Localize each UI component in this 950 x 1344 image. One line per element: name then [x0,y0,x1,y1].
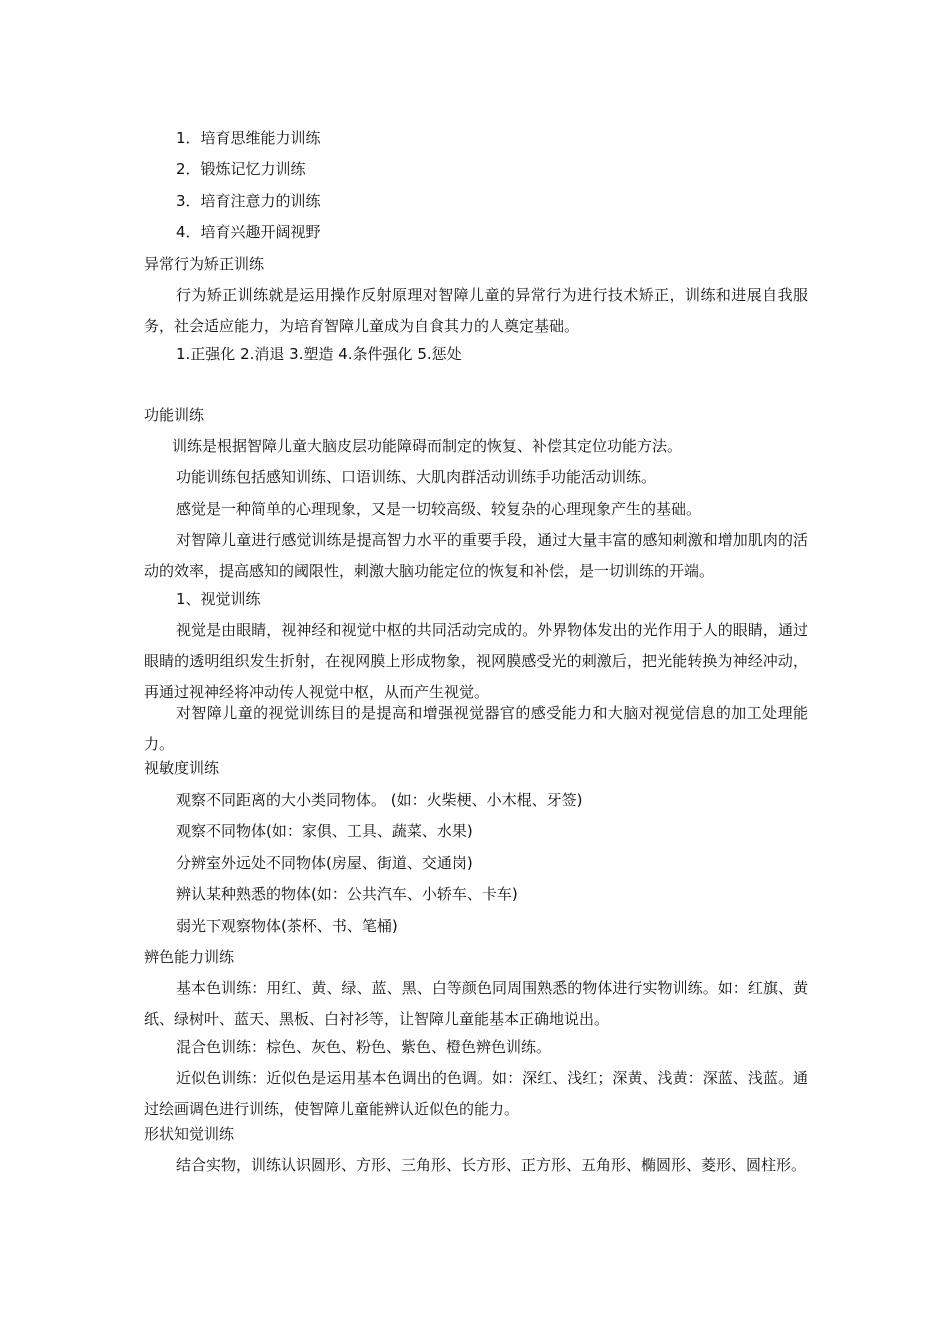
section-heading: 功能训练 [144,406,205,424]
methods-line: 1.正强化 2.消退 3.塑造 4.条件强化 5.惩处 [176,345,462,363]
paragraph [144,525,808,587]
paragraph-text: 视觉是由眼睛，视神经和视觉中枢的共同活动完成的。外界物体发出的光作用于人的眼睛，通过眼睛的透明组织发生折射，在视网膜上形成物象，视网膜感受光的刺激后，把光能转换为神经冲动，再通过视神经将冲动传人视觉中枢，从而产生视觉。 [144,621,808,701]
section-heading: 视敏度训练 [144,759,220,777]
paragraph-text: 对智障儿童进行感觉训练是提高智力水平的重要手段，通过大量丰富的感知刺激和增加肌肉的活动的效率，提高感知的阈限性，刺激大脑功能定位的恢复和补偿，是一切训练的开端。 [144,531,808,580]
paragraph: 功能训练包括感知训练、口语训练、大肌肉群活动训练手功能活动训练。 [176,468,657,486]
list-item: 分辨室外远处不同物体(房屋、街道、交通岗) [176,854,473,872]
paragraph-text: 结合实物，训练认识圆形、方形、三角形、长方形、正方形、五角形、椭圆形、菱形、圆柱形。 [176,1156,807,1174]
paragraph: 感觉是一种简单的心理现象，又是一切较高级、较复杂的心理现象产生的基础。 [176,500,702,518]
subsection-heading: 1、视觉训练 [176,590,261,608]
paragraph [144,698,808,760]
list-item: 4．培育兴趣开阔视野 [176,223,321,241]
list-item: 3．培育注意力的训练 [176,192,321,210]
list-item: 弱光下观察物体(茶杯、书、笔桶) [176,917,398,935]
paragraph: 训练是根据智障儿童大脑皮层功能障碍而制定的恢复、补偿其定位功能方法。 [172,437,683,455]
list-item: 1．培育思维能力训练 [176,129,321,147]
paragraph [144,615,808,708]
paragraph-text: 对智障儿童的视觉训练目的是提高和增强视觉器官的感受能力和大脑对视觉信息的加工处理能力。 [144,704,808,753]
list-item: 观察不同物体(如：家俱、工具、蔬菜、水果) [176,822,473,840]
section-heading: 异常行为矫正训练 [144,255,265,273]
list-item: 观察不同距离的大小类同物体。 (如：火柴梗、小木棍、牙签) [176,791,583,809]
section-heading: 辨色能力训练 [144,948,235,966]
paragraph [144,280,808,342]
paragraph: 混合色训练：棕色、灰色、粉色、紫色、橙色辨色训练。 [176,1038,552,1056]
paragraph [144,1063,808,1125]
paragraph-text: 基本色训练：用红、黄、绿、蓝、黑、白等颜色同周围熟悉的物体进行实物训练。如：红旗、黄纸、绿树叶、蓝天、黑板、白衬衫等，让智障儿童能基本正确地说出。 [144,979,808,1028]
paragraph-text: 行为矫正训练就是运用操作反射原理对智障儿童的异常行为进行技术矫正，训练和进展自我服务，社会适应能力，为培育智障儿童成为自食其力的人奠定基础。 [144,286,808,335]
list-item: 辨认某种熟悉的物体(如：公共汽车、小轿车、卡车) [176,885,518,903]
paragraph [144,1150,808,1181]
paragraph-text: 近似色训练：近似色是运用基本色调出的色调。如：深红、浅红；深黄、浅黄：深蓝、浅蓝。通过绘画调色进行训练，使智障儿童能辨认近似色的能力。 [144,1069,808,1118]
list-item: 2．锻炼记忆力训练 [176,160,306,178]
section-heading: 形状知觉训练 [144,1125,235,1143]
paragraph [144,973,808,1035]
